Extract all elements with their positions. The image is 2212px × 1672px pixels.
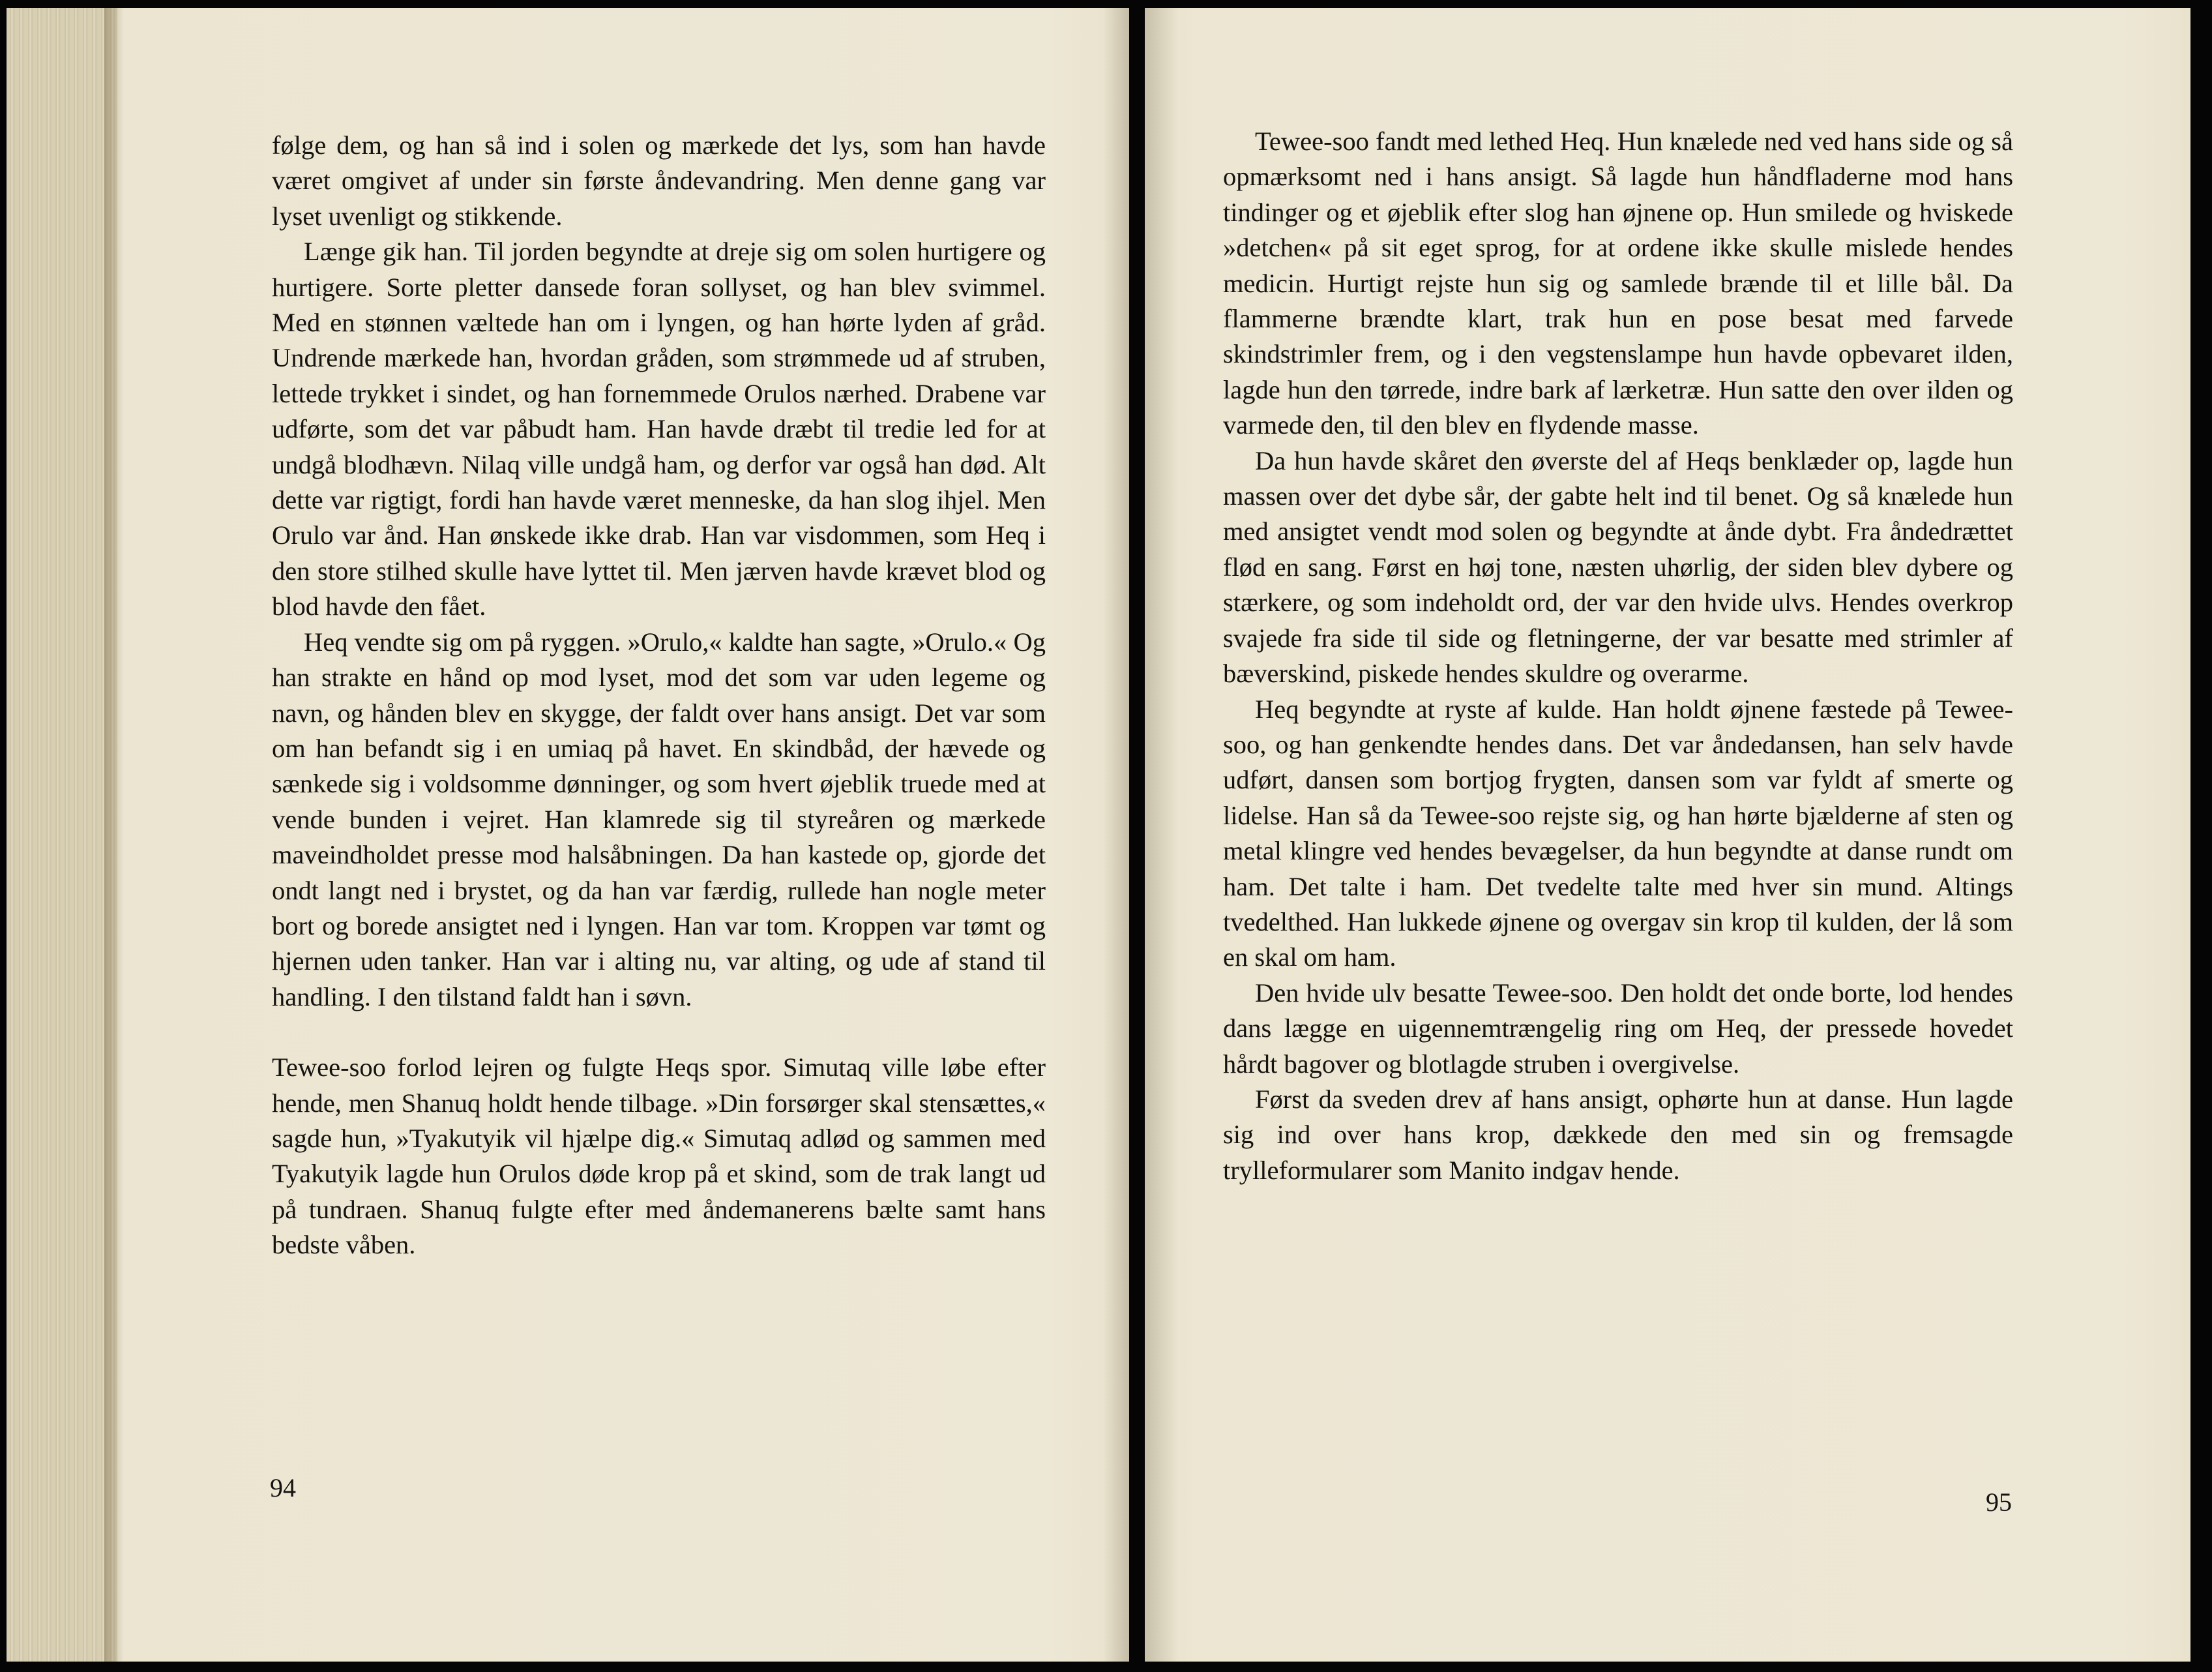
left-page bbox=[7, 8, 1129, 1662]
paragraph: følge dem, og han så ind i solen og mærkede det lys, som han havde været omgivet af under sin første åndevandring. Men denne gang var lyset uvenligt og stikkende. bbox=[272, 130, 1046, 231]
page-edge-shadow bbox=[104, 8, 124, 1662]
paragraph: Den hvide ulv besatte Tewee-soo. Den holdt det onde borte, lod hendes dans lægge en uigennemtrængelig ring om Heq, der pressede hovedet hårdt bagover og blotlagde struben i overgivelse. bbox=[1223, 978, 2013, 1079]
page-number: 95 bbox=[1986, 1487, 2012, 1517]
left-page-text bbox=[272, 128, 1046, 1263]
gutter-shadow bbox=[1103, 8, 1129, 1662]
right-page bbox=[1145, 8, 2190, 1662]
paragraph: Da hun havde skåret den øverste del af Heqs benklæder op, lagde hun massen over det dybe sår, der gabte helt ind til benet. Og så knælede hun med ansigtet vendt mod solen og begyndte at ånde dybt. Fra åndedrættet flød en sang. Først en høj tone, næsten uhørlig, der siden blev dybere og stærkere, og som indeholdt ord, der var den hvide ulvs. Hendes overkrop svajede fra side til side og fletningerne, der var besatte med strimler af bæverskind, piskede hendes skuldre og overarme. bbox=[1223, 445, 2013, 689]
page-edge-stack bbox=[7, 8, 117, 1662]
paragraph: Heq begyndte at ryste af kulde. Han holdt øjnene fæstede på Tewee-soo, og han genkendte hendes dans. Det var åndedansen, han selv havde udført, dansen som bortjog frygten, dansen som var fyldt af smerte og lidelse. Han så da Tewee-soo rejste sig, og han hørte bjælderne af sten og metal klingre ved hendes bevægelser, da hun begyndte at danse rundt om ham. Det talte i ham. Det tvedelte talte med hver sin mund. Altings tvedelthed. Han lukkede øjnene og overgav sin krop til kulden, der lå som en skal om ham. bbox=[1223, 694, 2013, 972]
right-page-text bbox=[1223, 124, 2013, 1188]
paragraph: Heq vendte sig om på ryggen. »Orulo,« kaldte han sagte, »Orulo.« Og han strakte en hånd op mod lyset, mod det som var uden legeme og navn, og hånden blev en skygge, der faldt over hans ansigt. Det var som om han befandt sig i en umiaq på havet. En skindbåd, der hævede og sænkede sig i voldsomme dønninger, og som hvert øjeblik truede med at vende bunden i vejret. Han klamrede sig til styreåren og mærkede maveindholdet presse mod halsåbningen. Da han kastede op, gjorde det ondt langt ned i brystet, og da han var færdig, rullede han nogle meter bort og borede ansigtet ned i lyngen. Han var tom. Kroppen var tømt og hjernen uden tanker. Han var i alting nu, var alting, og ude af stand til handling. I den tilstand faldt han i søvn. bbox=[272, 627, 1046, 1011]
paragraph: Først da sveden drev af hans ansigt, ophørte hun at danse. Hun lagde sig ind over hans krop, dækkede den med sin og fremsagde trylleformularer som Manito indgav hende. bbox=[1223, 1084, 2013, 1185]
paragraph: Tewee-soo fandt med lethed Heq. Hun knælede ned ved hans side og så opmærksomt ned i hans ansigt. Så lagde hun håndfladerne mod hans tindinger og et øjeblik efter slog han øjnene op. Hun smilede og hviskede »detchen« på sit eget sprog, for at ordene ikke skulle mislede hendes medicin. Hurtigt rejste hun sig og samlede brænde til et lille bål. Da flammerne brændte klart, trak hun en pose besat med farvede skindstrimler frem, og i den vegstenslampe hun havde opbevaret ilden, lagde hun den tørrede, indre bark af lærketræ. Hun satte den over ilden og varmede den, til den blev en flydende masse. bbox=[1223, 127, 2013, 440]
page-number: 94 bbox=[270, 1473, 296, 1502]
paragraph: Tewee-soo forlod lejren og fulgte Heqs spor. Simutaq ville løbe efter hende, men Shanuq holdt hende tilbage. »Din forsørger skal stensættes,« sagde hun, »Tyakutyik vil hjælpe dig.« Simutaq adlød og sammen med Tyakutyik lagde hun Orulos døde krop på et skind, som de trak langt ud på tundraen. Shanuq fulgte efter med åndemanerens bælte samt hans bedste våben. bbox=[272, 1052, 1046, 1260]
gutter-shadow bbox=[1145, 8, 1177, 1662]
paragraph: Længe gik han. Til jorden begyndte at dreje sig om solen hurtigere og hurtigere. Sorte pletter dansede foran sollyset, og han blev svimmel. Med en stønnen væltede han om i lyngen, og han hørte lyden af gråd. Undrende mærkede han, hvordan gråden, som strømmede ud af struben, lettede trykket i sindet, og han fornemmede Orulos nærhed. Drabene var udførte, som det var påbudt ham. Han havde dræbt til tredie led for at undgå blodhævn. Nilaq ville undgå ham, og derfor var også han død. Alt dette var rigtigt, fordi han havde været menneske, da han slog ihjel. Men Orulo var ånd. Han ønskede ikke drab. Han var visdommen, som Heq i den store stilhed skulle have lyttet til. Men jærven havde krævet blod og blod havde den fået. bbox=[272, 237, 1046, 621]
